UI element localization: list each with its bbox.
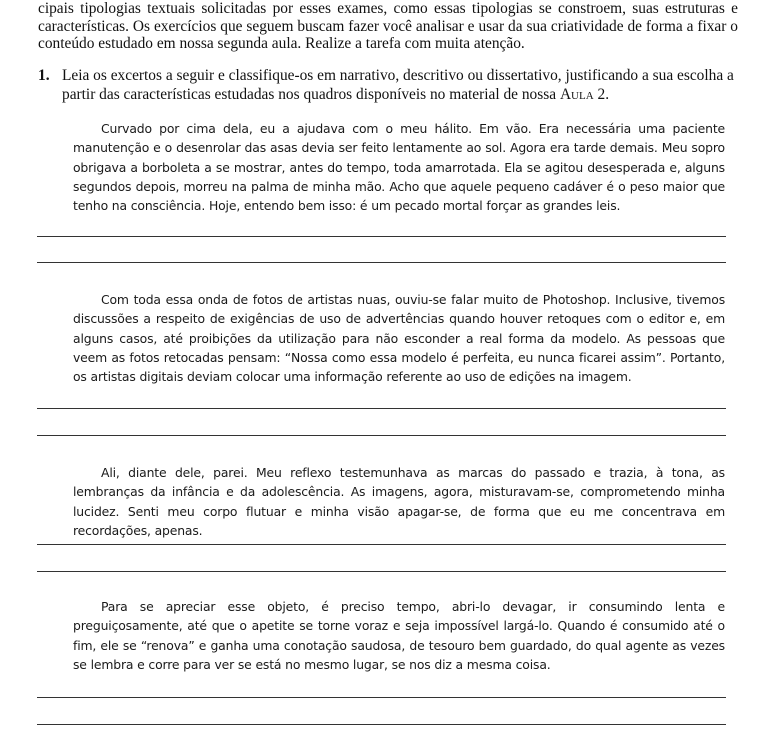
- excerpt-2: [73, 290, 725, 386]
- question-text: [62, 67, 742, 104]
- excerpt-text: Ali, diante dele, parei. Meu reflexo testemunhava as marcas do passado e trazia, à tona, as lembranças da infância e da adolescência. As imagens, agora, misturavam-se, comprometendo minha lucidez. Senti meu corpo flutuar e minha visão apagar-se, de forma que eu me concentrava em recordações, apenas.: [73, 465, 725, 538]
- intro-paragraph: [38, 0, 738, 53]
- excerpt-4: [73, 597, 725, 674]
- answer-line[interactable]: [37, 236, 726, 237]
- excerpt-text: Com toda essa onda de fotos de artistas nuas, ouviu-se falar muito de Photoshop. Inclusive, tivemos discussões a respeito de exigências de uso de advertências quando houver retoques com o editor e, em alguns casos, até proibições da utilização para não esconder a real forma da modelo. As pessoas que veem as fotos retocadas pensam: “Nossa como essa modelo é perfeita, eu nunca ficarei assim”. Portanto, os artistas digitais deviam colocar uma informação referente ao uso de edições na imagem.: [73, 292, 725, 385]
- answer-line[interactable]: [37, 408, 726, 409]
- excerpt-3: [73, 463, 725, 540]
- answer-line[interactable]: [37, 262, 726, 263]
- answer-line[interactable]: [37, 571, 726, 572]
- intro-text: cipais tipologias textuais solicitadas por esses exames, como essas tipologias se constroem, suas estruturas e características. Os exercícios que seguem buscam fazer você analisar e usar da sua criatividade de forma a fixar o conteúdo estudado em nossa segunda aula. Realize a tarefa com muita atenção.: [38, 0, 738, 52]
- answer-line[interactable]: [37, 724, 726, 725]
- excerpt-text: Para se apreciar esse objeto, é preciso tempo, abri-lo devagar, ir consumindo lenta e preguiçosamente, até que o apetite se torne voraz e seja impossível largá-lo. Quando é consumido até o fim, ele se “renova” e ganha uma conotação saudosa, de tesouro bem guardado, do qual agente as vezes se lembra e corre para ver se está no mesmo lugar, se nos diz a mesma coisa.: [73, 599, 725, 672]
- question-number: 1.: [38, 67, 50, 84]
- aula-reference: Aula 2.: [559, 85, 610, 103]
- answer-line[interactable]: [37, 697, 726, 698]
- excerpt-1: [73, 119, 725, 215]
- excerpt-text: Curvado por cima dela, eu a ajudava com o meu hálito. Em vão. Era necessária uma paciente manutenção e o desenrolar das asas devia ser feito lentamente ao sol. Agora era tarde demais. Meu sopro obrigava a borboleta a se mostrar, antes do tempo, toda amarrotada. Ela se agitou desesperada e, alguns segundos depois, morreu na palma de minha mão. Acho que aquele pequeno cadáver é o peso maior que tenho na consciência. Hoje, entendo bem isso: é um pecado mortal forçar as grandes leis.: [73, 121, 725, 214]
- answer-line[interactable]: [37, 544, 726, 545]
- question-body: Leia os excertos a seguir e classifique-os em narrativo, descritivo ou dissertativo, justificando a sua escolha a partir das características estudadas nos quadros disponíveis no material de nossa: [62, 67, 734, 103]
- answer-line[interactable]: [37, 435, 726, 436]
